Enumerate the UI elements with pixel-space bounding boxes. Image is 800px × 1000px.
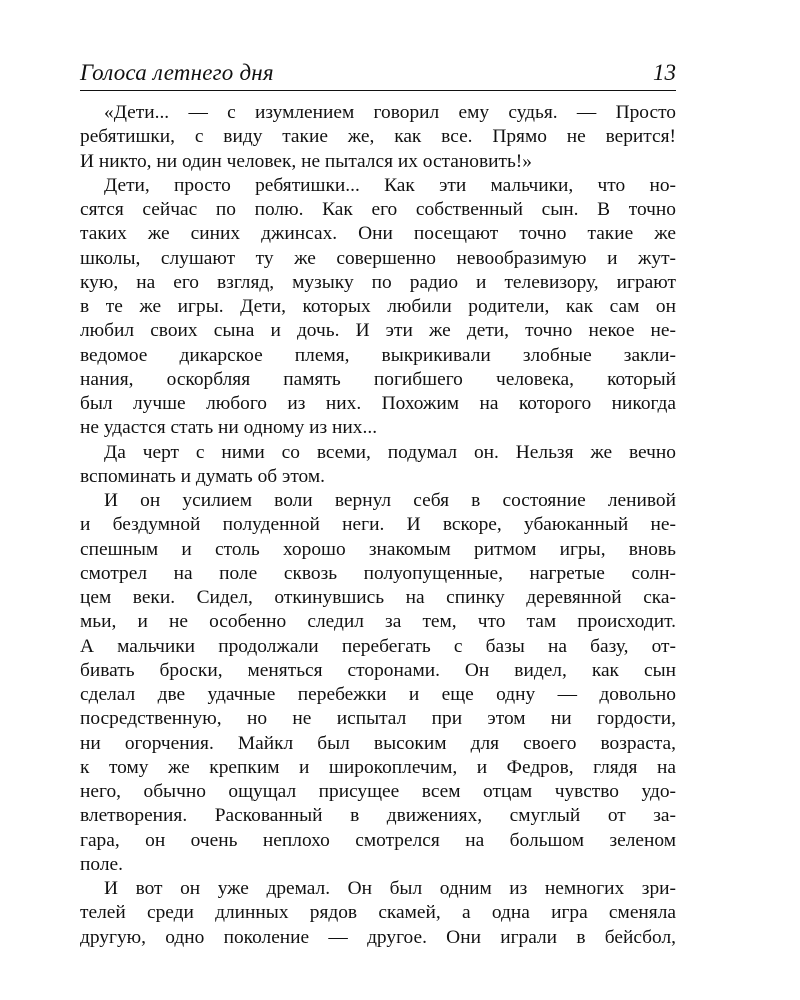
text-line: «Дети... — с изумлением говорил ему судья. — Просто: [104, 102, 676, 123]
running-title: Голоса летнего дня: [80, 60, 274, 85]
text-line: ведомое дикарское племя, выкрикивали злобные закли-: [80, 344, 676, 366]
text-line: и бездумной полуденной неги. И вскоре, убаюканный не-: [80, 514, 676, 536]
text-line: поле.: [80, 853, 123, 875]
text-line: смотрел на поле сквозь полуопущенные, нагретые солн-: [80, 562, 676, 584]
text-line: в те же игры. Дети, которых любили родители, как сам он: [80, 296, 676, 317]
text-line: Дети, просто ребятишки... Как эти мальчики, что но-: [104, 174, 676, 196]
text-line: цем веки. Сидел, откинувшись на спинку деревянной ска-: [80, 587, 676, 608]
text-line: нания, оскорбляя память погибшего человека, который: [80, 368, 676, 390]
text-line: мьи, и не особенно следил за тем, что там происходит.: [80, 611, 676, 633]
text-line: спешным и столь хорошо знакомым ритмом игры, вновь: [80, 538, 676, 560]
text-line: другую, одно поколение — другое. Они играли в бейсбол,: [80, 926, 676, 948]
body-text: [80, 101, 676, 950]
page-number: 13: [653, 60, 676, 85]
text-line: А мальчики продолжали перебегать с базы на базу, от-: [80, 635, 676, 657]
text-line: бивать броски, меняться сторонами. Он видел, как сын: [80, 659, 676, 681]
text-line: кую, на его взгляд, музыку по радио и телевизору, играют: [80, 271, 676, 293]
text-line: вспоминать и думать об этом.: [80, 465, 325, 487]
text-line: таких же синих джинсах. Они посещают точно такие же: [80, 223, 676, 245]
text-line: не удастся стать ни одному из них...: [80, 417, 378, 439]
text-line: И никто, ни один человек, не пытался их остановить!»: [80, 150, 532, 172]
text-line: сделал две удачные перебежки и еще одну — довольно: [80, 684, 676, 705]
text-line: гара, он очень неплохо смотрелся на большом зеленом: [80, 829, 676, 851]
text-line: ребятишки, с виду такие же, как все. Прямо не верится!: [80, 126, 676, 148]
text-line: телей среди длинных рядов скамей, а одна игра сменяла: [80, 902, 676, 924]
text-line: Да черт с ними со всеми, подумал он. Нельзя же вечно: [104, 441, 676, 463]
text-line: И он усилием воли вернул себя в состояние ленивой: [104, 490, 676, 511]
text-line: И вот он уже дремал. Он был одним из немногих зри-: [104, 878, 676, 899]
text-line: был лучше любого из них. Похожим на которого никогда: [80, 393, 676, 414]
text-line: сятся сейчас по полю. Как его собственный сын. В точно: [80, 199, 676, 220]
text-line: ни огорчения. Майкл был высоким для своего возраста,: [80, 732, 676, 754]
text-line: влетворения. Раскованный в движениях, смуглый от за-: [80, 805, 676, 827]
text-line: него, обычно ощущал присущее всем отцам чувство удо-: [80, 781, 676, 802]
running-header: [80, 56, 676, 91]
text-line: посредственную, но не испытал при этом ни гордости,: [80, 708, 676, 730]
text-line: любил своих сына и дочь. И эти же дети, точно некое не-: [80, 320, 676, 342]
book-page: [80, 56, 676, 950]
text-line: школы, слушают ту же совершенно невообразимую и жут-: [80, 247, 676, 269]
text-line: к тому же крепким и широкоплечим, и Федров, глядя на: [80, 756, 676, 778]
